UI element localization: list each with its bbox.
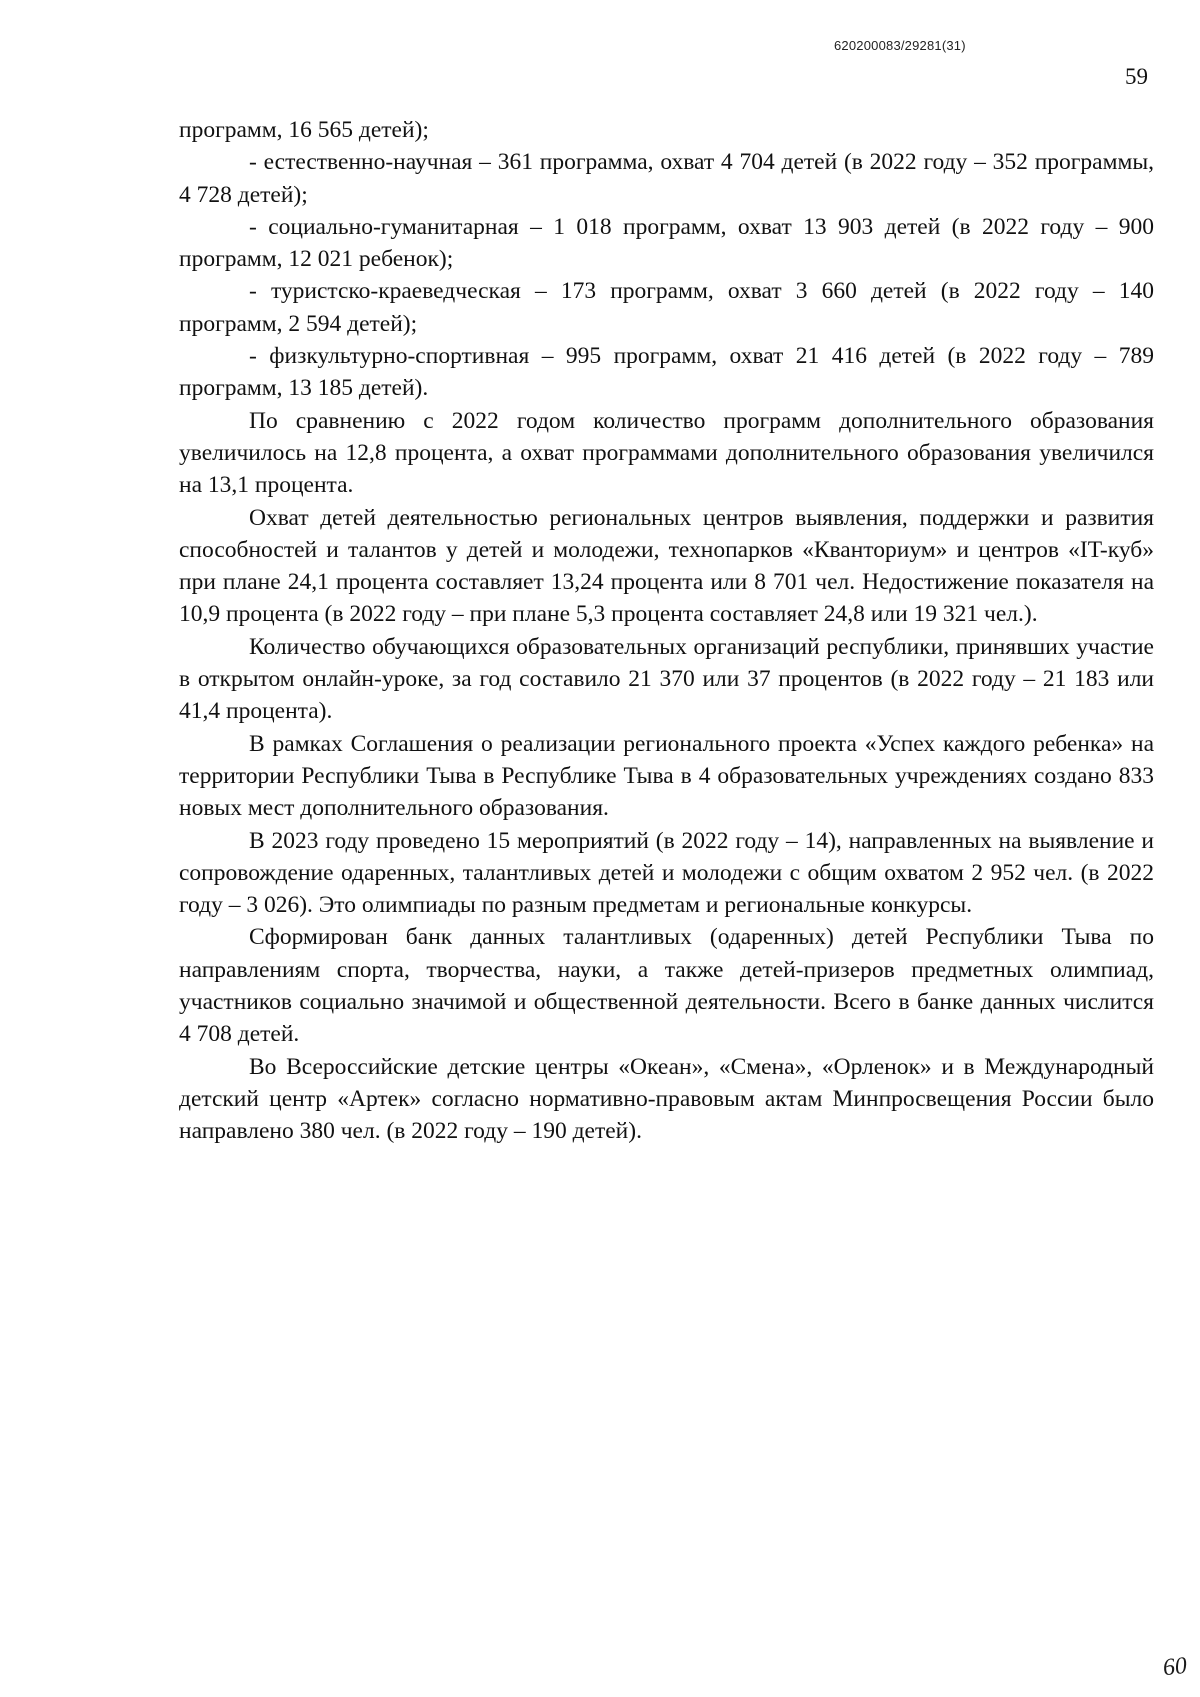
paragraph-online-lesson: Количество обучающихся образовательных организаций республики, принявших участие в открытом онлайн-уроке, за год составило 21 370 или 37 процентов (в 2022 году – 21 183 или 41,4 процента). (179, 633, 1154, 725)
paragraph-comparison: По сравнению с 2022 годом количество программ дополнительного образования увеличилось на 12,8 процента, а охват программами дополнительного образования увеличился на 13,1 процента. (179, 407, 1154, 499)
document-code: 620200083/29281(31) (834, 38, 966, 53)
page-number: 59 (1125, 64, 1148, 89)
paragraph-continuation: программ, 16 565 детей); (179, 117, 429, 143)
handwritten-page-number: 60 (1161, 1652, 1189, 1682)
list-item-social-humanitarian: - социально-гуманитарная – 1 018 программ, охват 13 903 детей (в 2022 году – 900 программ, 12 021 ребенок); (179, 213, 1154, 273)
list-item-natural-science: - естественно-научная – 361 программа, охват 4 704 детей (в 2022 году – 352 программы, 4 728 детей); (179, 149, 1154, 208)
paragraph-events: В 2023 году проведено 15 мероприятий (в 2022 году – 14), направленных на выявление и сопровождение одаренных, талантливых детей и молодежи с общим охватом 2 952 чел. (в 2022 году – 3 026). Это олимпиады по разным предметам и региональные конкурсы. (179, 827, 1154, 919)
paragraph-coverage: Охват детей деятельностью региональных центров выявления, поддержки и развития способностей и талантов у детей и молодежи, технопарков «Кванториум» и центров «IT-куб» при плане 24,1 процента составляет 13,24 процента или 8 701 чел. Недостижение показателя на 10,9 процента (в 2022 году – при плане 5,3 процента составляет 24,8 или 19 321 чел.). (179, 504, 1154, 628)
paragraph-talent-bank: Сформирован банк данных талантливых (одаренных) детей Республики Тыва по направлениям спорта, творчества, науки, а также детей-призеров предметных олимпиад, участников социально значимой и общественной деятельности. Всего в банке данных числится 4 708 детей. (179, 924, 1154, 1048)
list-item-sports: - физкультурно-спортивная – 995 программ, охват 21 416 детей (в 2022 году – 789 программ, 13 185 детей). (179, 343, 1154, 402)
document-body (179, 114, 1154, 1148)
paragraph-children-centers: Во Всероссийские детские центры «Океан», «Смена», «Орленок» и в Международный детский центр «Артек» согласно нормативно-правовым актам Минпросвещения России было направлено 380 чел. (в 2022 году – 190 детей). (179, 1053, 1154, 1145)
paragraph-project-success: В рамках Соглашения о реализации регионального проекта «Успех каждого ребенка» на территории Республики Тыва в Республике Тыва в 4 образовательных учреждениях создано 833 новых мест дополнительного образования. (179, 730, 1154, 822)
list-item-tourism: - туристско-краеведческая – 173 программ, охват 3 660 детей (в 2022 году – 140 программ, 2 594 детей); (179, 278, 1154, 337)
